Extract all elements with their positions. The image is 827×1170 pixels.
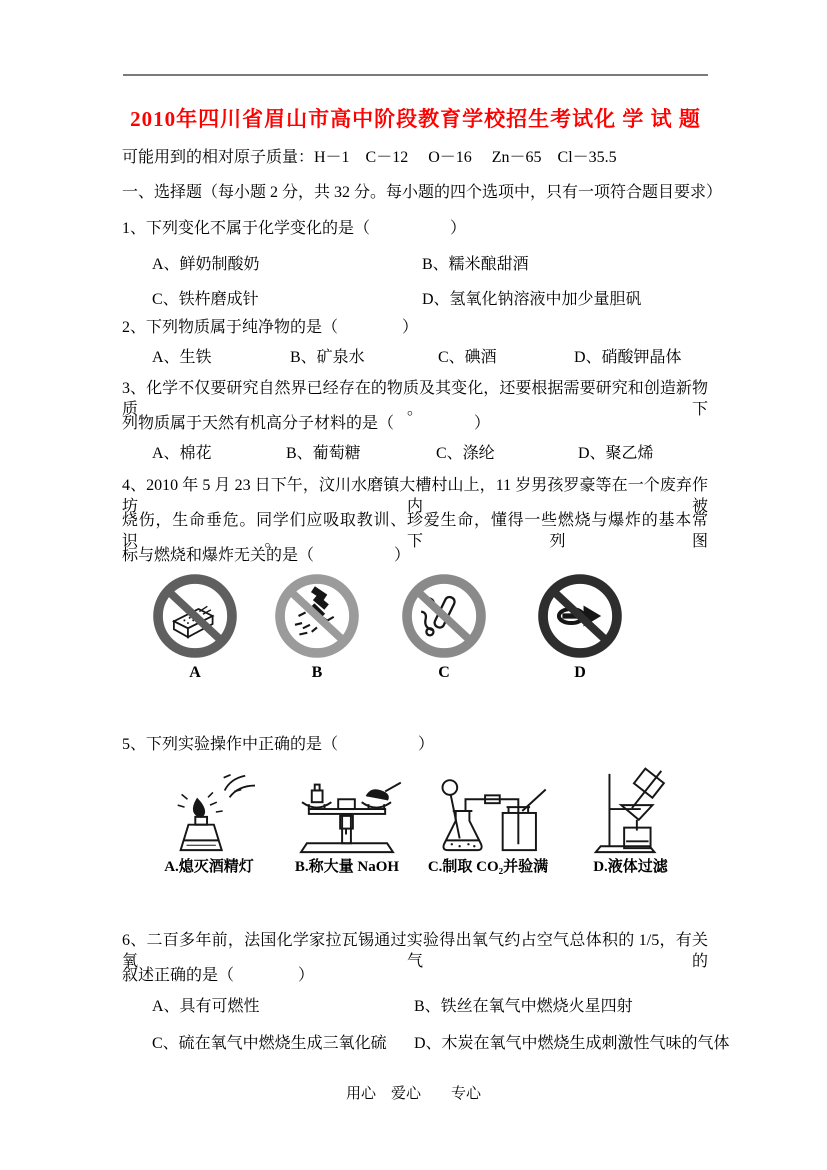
- q4-stem-line1: 4、2010 年 5 月 23 日下午，汶川水磨镇大槽村山上，11 岁男孩罗豪等在一个废弃作坊内被: [122, 477, 708, 515]
- q1-stem: 1、下列变化不属于化学变化的是（ ）: [122, 220, 467, 237]
- filtration-icon: [583, 766, 678, 856]
- no-matches-sign: [151, 572, 239, 683]
- fig-c-label: C.制取 CO₂并验满: [427, 859, 549, 875]
- q2-option-a: A、生铁: [152, 349, 212, 366]
- blow-out-alcohol-lamp-figure: [150, 766, 268, 877]
- sign-a-label: A: [189, 664, 201, 681]
- section-heading: 一、选择题（每小题 2 分，共 32 分。每小题的四个选项中，只有一项符合题目要求）: [122, 184, 723, 201]
- co2-generation-test-figure: [423, 766, 553, 877]
- liquid-filtration-figure: [583, 766, 678, 877]
- no-firecrackers-sign: [273, 572, 361, 683]
- no-smoking-icon: [400, 572, 488, 660]
- q2-option-c: C、碘酒: [438, 349, 497, 366]
- q3-option-c: C、涤纶: [436, 445, 495, 462]
- q6-stem-line2: 叙述正确的是（ ）: [122, 967, 315, 984]
- gas-generator-icon: [423, 766, 553, 856]
- no-horn-icon: [536, 572, 624, 660]
- q3-stem-line2: 列物质属于天然有机高分子材料的是（ ）: [122, 415, 491, 432]
- sign-c-label: C: [438, 664, 450, 681]
- no-matches-icon: [151, 572, 239, 660]
- fig-d-label: D.液体过滤: [593, 859, 668, 875]
- no-horn-sign: [536, 572, 624, 683]
- sign-b-label: B: [311, 664, 323, 681]
- no-smoking-sign: [400, 572, 488, 683]
- page-footer-motto: 用心 爱心 专心: [345, 1086, 481, 1102]
- q5-stem: 5、下列实验操作中正确的是（ ）: [122, 736, 435, 753]
- balance-icon: [288, 766, 406, 856]
- weighing-naoh-balance-figure: [288, 766, 406, 877]
- q1-option-b: B、糯米酿甜酒: [422, 256, 529, 273]
- alcohol-lamp-icon: [150, 766, 268, 856]
- sign-d-label: D: [574, 664, 586, 681]
- q4-stem-line3: 标与燃烧和爆炸无关的是（ ）: [122, 547, 411, 564]
- q1-option-a: A、鲜奶制酸奶: [152, 256, 260, 273]
- q6-option-b: B、铁丝在氧气中燃烧火星四射: [414, 998, 633, 1015]
- q2-option-d: D、硝酸钾晶体: [574, 349, 682, 366]
- q3-option-b: B、葡萄糖: [286, 445, 361, 462]
- q2-stem: 2、下列物质属于纯净物的是（ ）: [122, 319, 419, 336]
- q3-stem-line1: 3、化学不仅要研究自然界已经存在的物质及其变化，还要根据需要研究和创造新物质。下: [122, 380, 708, 418]
- fig-b-label: B.称大量 NaOH: [294, 859, 400, 875]
- q1-option-c: C、铁杵磨成针: [152, 291, 259, 308]
- fig-a-label: A.熄灭酒精灯: [164, 859, 254, 875]
- exam-title: 2010年四川省眉山市高中阶段教育学校招生考试化 学 试 题: [130, 107, 701, 131]
- q3-option-a: A、棉花: [152, 445, 212, 462]
- q3-option-d: D、聚乙烯: [578, 445, 654, 462]
- q2-option-b: B、矿泉水: [290, 349, 365, 366]
- no-firecrackers-icon: [273, 572, 361, 660]
- q6-option-c: C、硫在氧气中燃烧生成三氧化硫: [152, 1035, 387, 1052]
- q1-option-d: D、氢氧化钠溶液中加少量胆矾: [422, 291, 642, 308]
- q6-option-a: A、具有可燃性: [152, 998, 260, 1015]
- header-rule: [123, 74, 708, 76]
- atomic-mass-note: 可能用到的相对原子质量：H－1 C－12 O－16 Zn－65 Cl－35.5: [122, 149, 617, 166]
- q4-stem-line2: 烧伤，生命垂危。同学们应吸取教训、珍爱生命，懂得一些燃烧与爆炸的基本常识。下列图: [122, 512, 708, 550]
- q6-stem-line1: 6、二百多年前，法国化学家拉瓦锡通过实验得出氧气约占空气总体积的 1/5，有关氧气的: [122, 932, 708, 970]
- q6-option-d: D、木炭在氧气中燃烧生成刺激性气味的气体: [414, 1035, 730, 1052]
